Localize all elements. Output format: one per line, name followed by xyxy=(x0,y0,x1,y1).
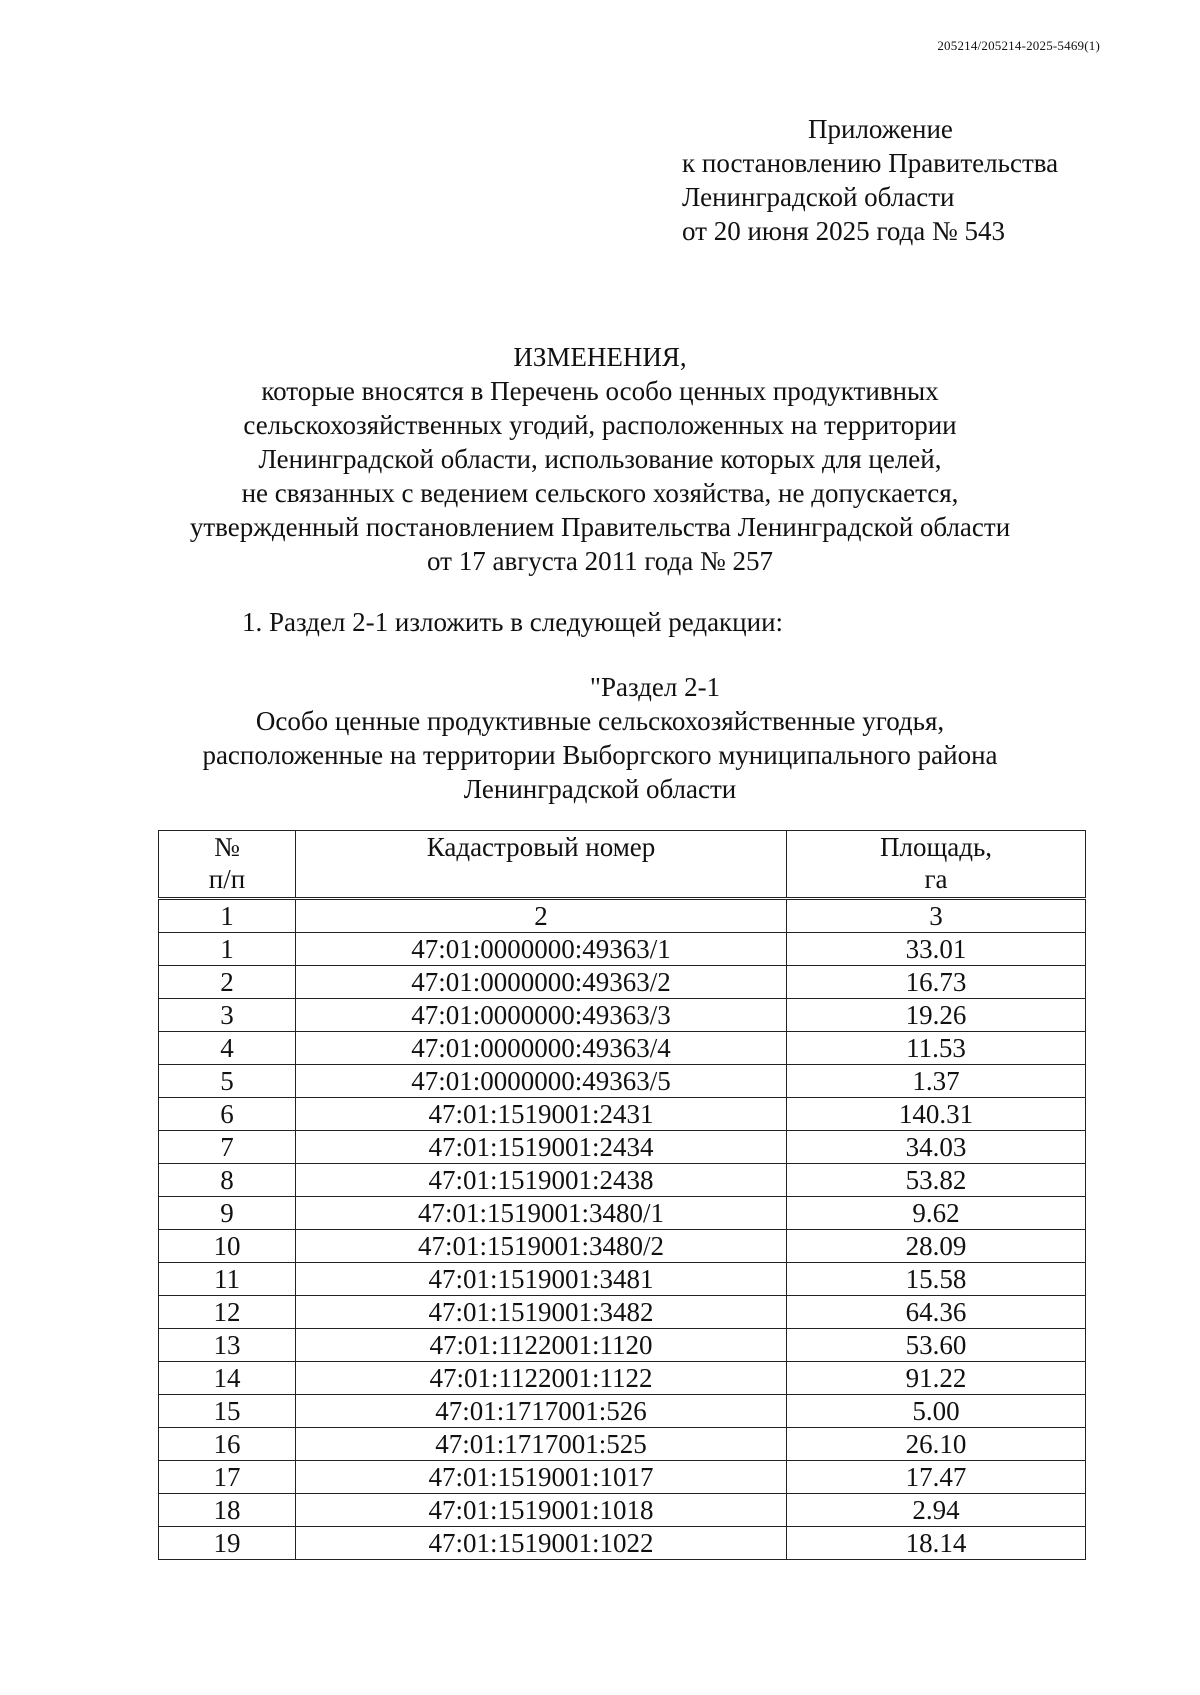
header-cadastral: Кадастровый номер xyxy=(296,831,787,899)
area-cell: 64.36 xyxy=(787,1296,1086,1329)
cadastral-number-cell: 47:01:1519001:3482 xyxy=(296,1296,787,1329)
table-row xyxy=(159,1197,1086,1230)
row-number-cell: 18 xyxy=(159,1494,296,1527)
heading-line: которые вносятся в Перечень особо ценных продуктивных xyxy=(261,376,939,406)
cadastral-number-cell: 47:01:1519001:2434 xyxy=(296,1131,787,1164)
table-row xyxy=(159,1296,1086,1329)
cadastral-number-cell: 47:01:0000000:49363/4 xyxy=(296,1032,787,1065)
table-row xyxy=(159,1164,1086,1197)
table-row xyxy=(159,1065,1086,1098)
document-heading xyxy=(0,340,1200,578)
area-cell: 17.47 xyxy=(787,1461,1086,1494)
column-number: 3 xyxy=(787,899,1086,933)
table-row xyxy=(159,933,1086,966)
header-number xyxy=(159,831,296,899)
row-number-cell: 17 xyxy=(159,1461,296,1494)
row-number-cell: 15 xyxy=(159,1395,296,1428)
cadastral-number-cell: 47:01:0000000:49363/5 xyxy=(296,1065,787,1098)
cadastral-number-cell: 47:01:1519001:1017 xyxy=(296,1461,787,1494)
row-number-cell: 12 xyxy=(159,1296,296,1329)
cadastral-number-cell: 47:01:1519001:1022 xyxy=(296,1527,787,1560)
row-number-cell: 14 xyxy=(159,1362,296,1395)
cadastral-number-cell: 47:01:1519001:1018 xyxy=(296,1494,787,1527)
area-cell: 9.62 xyxy=(787,1197,1086,1230)
area-cell: 16.73 xyxy=(787,966,1086,999)
column-number: 1 xyxy=(159,899,296,933)
heading-line: Ленинградской области, использование которых для целей, xyxy=(258,444,942,474)
row-number-cell: 19 xyxy=(159,1527,296,1560)
cadastral-number-cell: 47:01:1519001:3480/1 xyxy=(296,1197,787,1230)
cadastral-number-cell: 47:01:0000000:49363/2 xyxy=(296,966,787,999)
area-cell: 11.53 xyxy=(787,1032,1086,1065)
row-number-cell: 9 xyxy=(159,1197,296,1230)
land-plots-table xyxy=(158,830,1086,1560)
area-cell: 15.58 xyxy=(787,1263,1086,1296)
cadastral-number-cell: 47:01:0000000:49363/1 xyxy=(296,933,787,966)
row-number-cell: 13 xyxy=(159,1329,296,1362)
area-cell: 33.01 xyxy=(787,933,1086,966)
table-row xyxy=(159,1494,1086,1527)
table-row xyxy=(159,1329,1086,1362)
heading-line: от 17 августа 2011 года № 257 xyxy=(427,546,773,576)
appendix-title: Приложение xyxy=(808,114,953,144)
appendix-line-2: к постановлению Правительства xyxy=(682,148,1059,178)
row-number-cell: 4 xyxy=(159,1032,296,1065)
table-row xyxy=(159,1527,1086,1560)
area-cell: 1.37 xyxy=(787,1065,1086,1098)
cadastral-number-cell: 47:01:1717001:525 xyxy=(296,1428,787,1461)
table-row xyxy=(159,1362,1086,1395)
area-cell: 91.22 xyxy=(787,1362,1086,1395)
row-number-cell: 7 xyxy=(159,1131,296,1164)
row-number-cell: 3 xyxy=(159,999,296,1032)
area-cell: 2.94 xyxy=(787,1494,1086,1527)
row-number-cell: 16 xyxy=(159,1428,296,1461)
paragraph-1: 1. Раздел 2-1 изложить в следующей редакции: xyxy=(242,607,784,637)
table-row xyxy=(159,1263,1086,1296)
cadastral-number-cell: 47:01:0000000:49363/3 xyxy=(296,999,787,1032)
table-row xyxy=(159,1428,1086,1461)
row-number-cell: 6 xyxy=(159,1098,296,1131)
section-line: Ленинградской области xyxy=(463,774,737,804)
heading-line: не связанных с ведением сельского хозяйства, не допускается, xyxy=(241,478,959,508)
table-header-row xyxy=(159,831,1086,899)
header-number-line-2: п/п xyxy=(208,864,246,894)
appendix-line-3: Ленинградской области xyxy=(682,182,955,212)
cadastral-number-cell: 47:01:1122001:1120 xyxy=(296,1329,787,1362)
heading-line: утвержденный постановлением Правительства Ленинградской области xyxy=(189,512,1011,542)
cadastral-number-cell: 47:01:1122001:1122 xyxy=(296,1362,787,1395)
section-title: "Раздел 2-1 xyxy=(589,672,721,702)
appendix-block xyxy=(682,112,1102,248)
area-cell: 18.14 xyxy=(787,1527,1086,1560)
area-cell: 34.03 xyxy=(787,1131,1086,1164)
table-row xyxy=(159,1395,1086,1428)
area-cell: 53.60 xyxy=(787,1329,1086,1362)
header-area-line-2: га xyxy=(924,864,948,894)
section-heading xyxy=(0,670,1200,806)
table-row xyxy=(159,1032,1086,1065)
area-cell: 140.31 xyxy=(787,1098,1086,1131)
column-number-row xyxy=(159,899,1086,933)
header-area xyxy=(787,831,1086,899)
area-cell: 19.26 xyxy=(787,999,1086,1032)
cadastral-number-cell: 47:01:1519001:3480/2 xyxy=(296,1230,787,1263)
area-cell: 28.09 xyxy=(787,1230,1086,1263)
document-id: 205214/205214-2025-5469(1) xyxy=(937,38,1100,53)
area-cell: 5.00 xyxy=(787,1395,1086,1428)
heading-title: ИЗМЕНЕНИЯ, xyxy=(513,342,687,372)
section-line: Особо ценные продуктивные сельскохозяйственные угодья, xyxy=(255,706,945,736)
row-number-cell: 10 xyxy=(159,1230,296,1263)
header-number-line-1: № xyxy=(214,832,240,862)
row-number-cell: 8 xyxy=(159,1164,296,1197)
table-row xyxy=(159,1230,1086,1263)
cadastral-number-cell: 47:01:1519001:2431 xyxy=(296,1098,787,1131)
row-number-cell: 11 xyxy=(159,1263,296,1296)
appendix-line-4: от 20 июня 2025 года № 543 xyxy=(682,216,1006,246)
table-row xyxy=(159,966,1086,999)
area-cell: 53.82 xyxy=(787,1164,1086,1197)
heading-line: сельскохозяйственных угодий, расположенных на территории xyxy=(243,410,957,440)
table-row xyxy=(159,1461,1086,1494)
area-cell: 26.10 xyxy=(787,1428,1086,1461)
header-area-line-1: Площадь, xyxy=(879,832,993,862)
row-number-cell: 2 xyxy=(159,966,296,999)
table-row xyxy=(159,1131,1086,1164)
section-line: расположенные на территории Выборгского муниципального района xyxy=(202,740,998,770)
cadastral-number-cell: 47:01:1519001:2438 xyxy=(296,1164,787,1197)
table-row xyxy=(159,1098,1086,1131)
row-number-cell: 5 xyxy=(159,1065,296,1098)
cadastral-number-cell: 47:01:1717001:526 xyxy=(296,1395,787,1428)
cadastral-number-cell: 47:01:1519001:3481 xyxy=(296,1263,787,1296)
row-number-cell: 1 xyxy=(159,933,296,966)
table-row xyxy=(159,999,1086,1032)
column-number: 2 xyxy=(296,899,787,933)
